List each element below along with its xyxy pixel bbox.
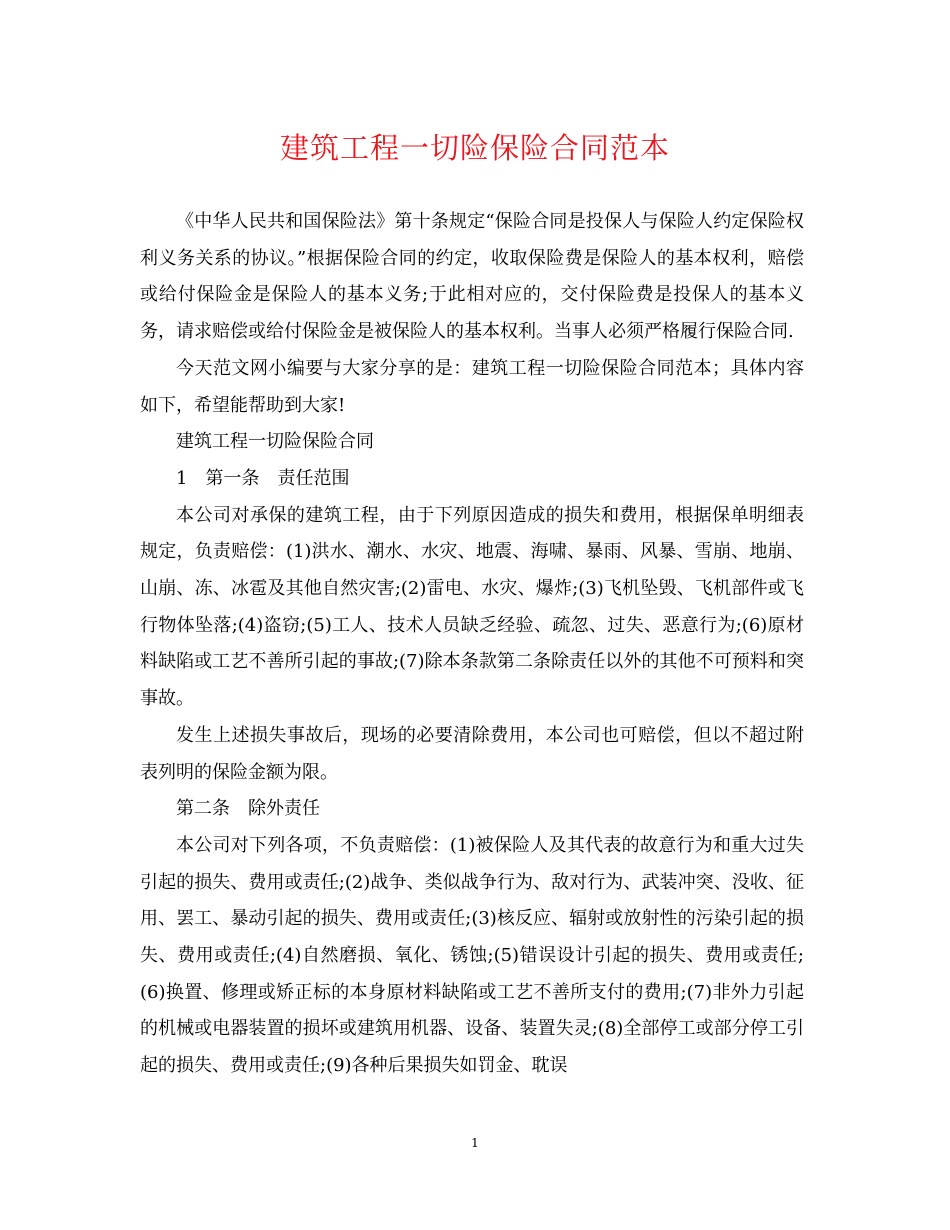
document-body [140, 204, 804, 1085]
paragraph-article-2-heading: 第二条 除外责任 [176, 798, 320, 820]
paragraph-article-1-heading: 1 第一条 责任范围 [176, 467, 350, 489]
paragraph-contract-title: 建筑工程一切险保险合同 [176, 431, 374, 453]
paragraph-article-1-cleanup: 发生上述损失事故后，现场的必要清除费用，本公司也可赔偿，但以不超过附表列明的保险金额为限。 [140, 724, 804, 783]
paragraph-article-2-body: 本公司对下列各项，不负责赔偿：(1)被保险人及其代表的故意行为和重大过失引起的损失、费用或责任;(2)战争、类似战争行为、敌对行为、武装冲突、没收、征用、罢工、暴动引起的损失、费用或责任;(3)核反应、辐射或放射性的污染引起的损失、费用或责任;(4)自然磨损、氧化、锈蚀;(5)错误设计引起的损失、费用或责任;(6)换置、修理或矫正标的本身原材料缺陷或工艺不善所支付的费用;(7)非外力引起的机械或电器装置的损坏或建筑用机器、设备、装置失灵;(8)全部停工或部分停工引起的损失、费用或责任;(9)各种后果损失如罚金、耽误 [140, 834, 804, 1077]
paragraph-intro: 《中华人民共和国保险法》第十条规定“保险合同是投保人与保险人约定保险权利义务关系的协议。”根据保险合同的约定，收取保险费是保险人的基本权利，赔偿或给付保险金是保险人的基本义务;于此相对应的，交付保险费是投保人的基本义务，请求赔偿或给付保险金是被保险人的基本权利。当事人必须严格履行保险合同. [140, 211, 804, 343]
page-number: 1 [471, 1136, 479, 1150]
paragraph-share: 今天范文网小编要与大家分享的是：建筑工程一切险保险合同范本；具体内容如下，希望能帮助到大家! [140, 357, 804, 416]
paragraph-article-1-body: 本公司对承保的建筑工程，由于下列原因造成的损失和费用，根据保单明细表规定，负责赔偿：(1)洪水、潮水、水灾、地震、海啸、暴雨、风暴、雪崩、地崩、山崩、冻、冰雹及其他自然灾害;(2)雷电、水灾、爆炸;(3)飞机坠毁、飞机部件或飞行物体坠落;(4)盗窃;(5)工人、技术人员缺乏经验、疏忽、过失、恶意行为;(6)原材料缺陷或工艺不善所引起的事故;(7)除本条款第二条除责任以外的其他不可预料和突事故。 [140, 504, 804, 710]
document-title: 建筑工程一切险保险合同范本 [279, 131, 670, 165]
